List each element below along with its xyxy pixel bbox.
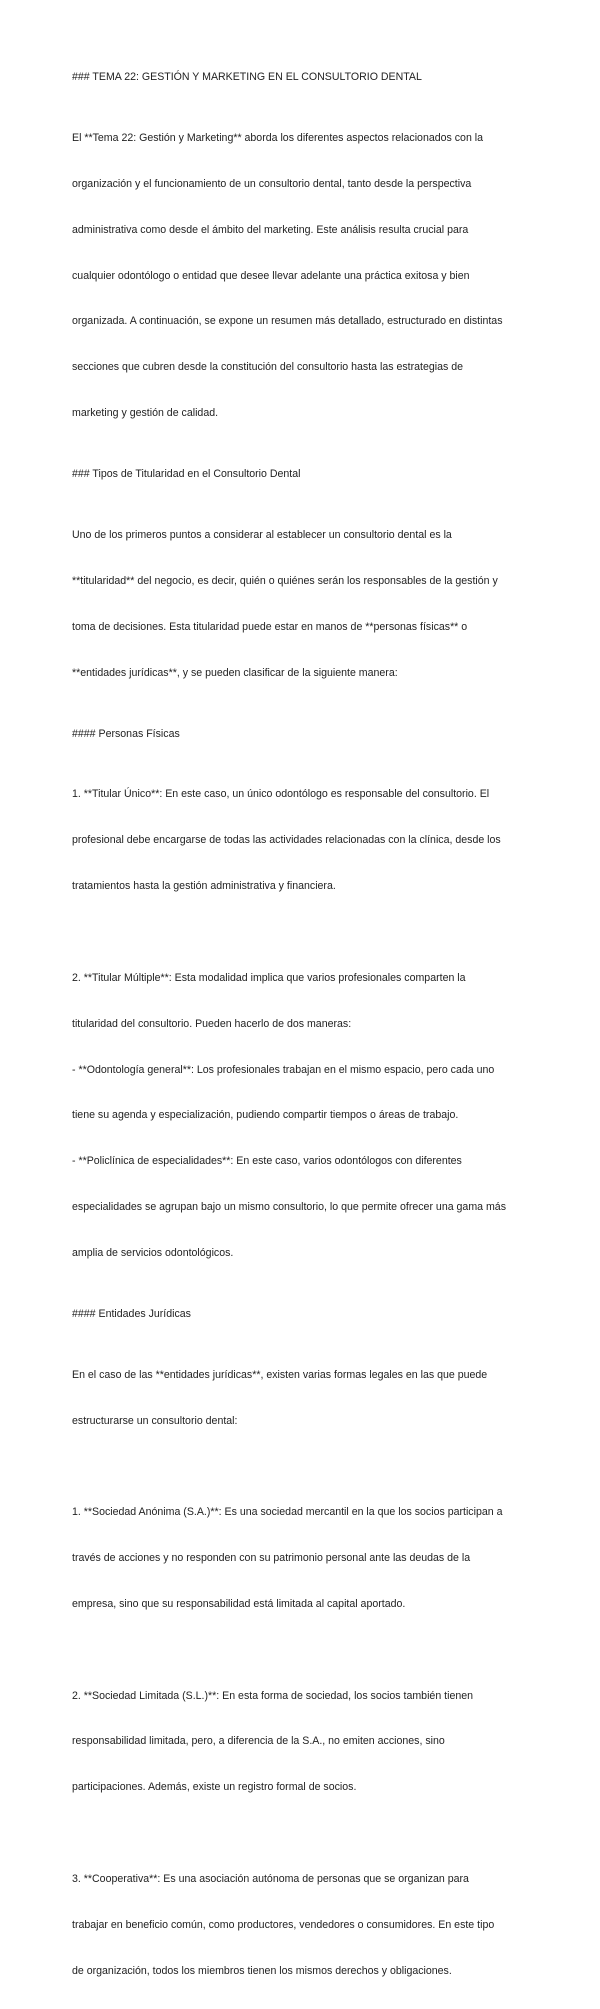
subheading-entidades-juridicas: #### Entidades Jurídicas xyxy=(72,1307,191,1320)
list-item-titular-multiple: 2. **Titular Múltiple**: Esta modalidad implica que varios profesionales comparten la titularidad del consultorio. Pueden hacerlo de dos maneras: - **Odontología general**: Los profesionales trabajan en el mismo espacio, pero cada uno tiene su agenda y especialización, pudiendo compartir tiempos o áreas de trabajo. - **Policlínica de especialidades**: En este caso, varios odontólogos con diferentes especialidades se agrupan bajo un mismo consultorio, lo que permite ofrecer una gama más amplia de servicios odontológicos. xyxy=(72,971,506,1260)
entidades-paragraph: En el caso de las **entidades jurídicas**, existen varias formas legales en las que puede estructurarse un consultorio dental: xyxy=(72,1368,488,1427)
list-item-cooperativa: 3. **Cooperativa**: Es una asociación autónoma de personas que se organizan para trabajar en beneficio común, como productores, vendedores o consumidores. En este tipo de organización, todos los miembros tienen los mismos derechos y obligaciones. xyxy=(72,1872,495,1977)
list-item-sociedad-limitada: 2. **Sociedad Limitada (S.L.)**: En esta forma de sociedad, los socios también tienen responsabilidad limitada, pero, a diferencia de la S.A., no emiten acciones, sino participaciones. Además, existe un registro formal de socios. xyxy=(72,1689,474,1794)
document-body xyxy=(72,70,538,2009)
section-heading-titularidad: ### Tipos de Titularidad en el Consultorio Dental xyxy=(72,468,301,481)
document-title: ### TEMA 22: GESTIÓN Y MARKETING EN EL CONSULTORIO DENTAL xyxy=(72,71,422,83)
titularidad-paragraph: Uno de los primeros puntos a considerar al establecer un consultorio dental es la **titularidad** del negocio, es decir, quién o quiénes serán los responsables de la gestión y toma de decisiones. Esta titularidad puede estar en manos de **personas físicas** o **entidades jurídicas**, y se pueden clasificar de la siguiente manera: xyxy=(72,529,498,679)
subheading-personas-fisicas: #### Personas Físicas xyxy=(72,727,180,740)
list-item-titular-unico: 1. **Titular Único**: En este caso, un único odontólogo es responsable del consultorio. El profesional debe encargarse de todas las actividades relacionadas con la clínica, desde los tratamientos hasta la gestión administrativa y financiera. xyxy=(72,788,501,893)
list-item-sociedad-anonima: 1. **Sociedad Anónima (S.A.)**: Es una sociedad mercantil en la que los socios participan a través de acciones y no responden con su patrimonio personal ante las deudas de la empresa, sino que su responsabilidad está limitada al capital aportado. xyxy=(72,1506,503,1611)
intro-paragraph: El **Tema 22: Gestión y Marketing** aborda los diferentes aspectos relacionados con la organización y el funcionamiento de un consultorio dental, tanto desde la perspectiva administrativa como desde el ámbito del marketing. Este análisis resulta crucial para cualquier odontólogo o entidad que desee llevar adelante una práctica exitosa y bien organizada. A continuación, se expone un resumen más detallado, estructurado en distintas secciones que cubren desde la constitución del consultorio hasta las estrategias de marketing y gestión de calidad. xyxy=(72,131,503,420)
